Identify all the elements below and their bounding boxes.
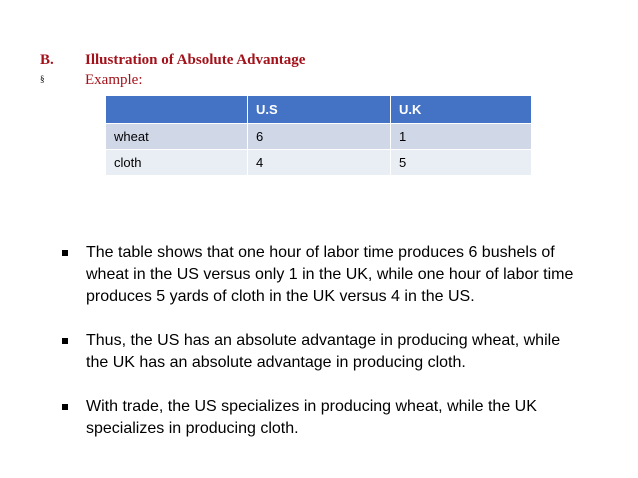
example-label: Example: xyxy=(85,72,143,88)
table-header-cell: U.K xyxy=(391,96,532,124)
section-letter: B. xyxy=(40,52,54,68)
table-cell: wheat xyxy=(106,124,248,150)
table-cell: 1 xyxy=(391,124,532,150)
bullet-list xyxy=(62,242,582,462)
list-item xyxy=(62,396,582,440)
bullet-text: With trade, the US specializes in producing wheat, while the UK specializes in producing cloth. xyxy=(86,398,537,437)
table-cell: cloth xyxy=(106,150,248,176)
square-bullet-icon xyxy=(62,250,68,256)
list-item xyxy=(62,330,582,374)
table-row xyxy=(106,124,532,150)
bullet-text: The table shows that one hour of labor time produces 6 bushels of wheat in the US versus only 1 in the UK, while one hour of labor time produces 5 yards of cloth in the UK versus 4 in the US. xyxy=(86,244,574,305)
section-heading xyxy=(40,52,305,69)
bullet-icon: § xyxy=(40,74,45,84)
advantage-table xyxy=(106,96,532,175)
section-title: Illustration of Absolute Advantage xyxy=(85,52,306,68)
square-bullet-icon xyxy=(62,404,68,410)
table-row xyxy=(106,150,532,176)
square-bullet-icon xyxy=(62,338,68,344)
table-header-cell: U.S xyxy=(248,96,391,124)
example-line xyxy=(40,72,142,89)
table-cell: 5 xyxy=(391,150,532,176)
table-header-row xyxy=(106,96,532,124)
table-cell: 4 xyxy=(248,150,391,176)
table-cell: 6 xyxy=(248,124,391,150)
list-item xyxy=(62,242,582,308)
bullet-text: Thus, the US has an absolute advantage in producing wheat, while the UK has an absolute advantage in producing cloth. xyxy=(86,332,561,371)
table-header-cell xyxy=(106,96,248,124)
